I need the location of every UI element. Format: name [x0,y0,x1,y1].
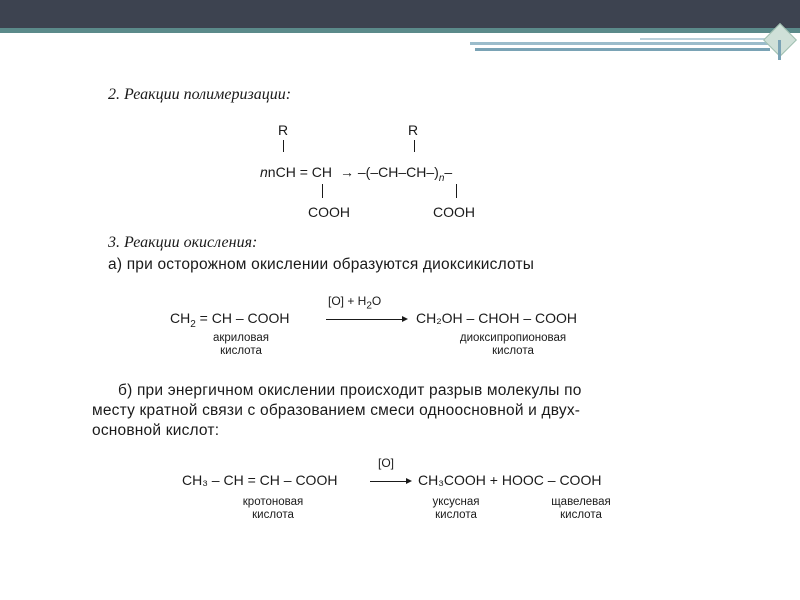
bond-line-r-right [414,140,415,152]
eq2-label-crotonic-line2: кислота [252,509,294,521]
eq1-reagent [328,294,381,311]
r-group-left: R [278,122,289,138]
dioxypropionic-acid-formula: CH₂OH – CHOH – COOH [416,310,578,326]
eq2-label-crotonic-line1: кротоновая [242,496,304,508]
eq1-label-left [196,332,286,358]
monomer-formula: nnCH = CH [260,164,332,180]
section2-heading: 2. Реакции полимеризации: [108,86,292,103]
part-b-line1: б) при энергичном окислении происходит разрыв молекулы по [118,382,582,399]
eq1-reagent-sub: 2 [366,300,372,312]
cooh-left: COOH [308,204,350,220]
part-b-line3: основной кислот: [92,422,220,439]
monomer-text: nCH = CH [267,164,332,180]
decor-stripe-2 [475,48,770,51]
eq2-arrow-icon [370,481,410,482]
eq2-reagent: [O] [378,456,395,470]
bond-line-cooh-right [456,184,457,198]
eq1-reagent-rest: O [371,294,382,308]
eq2-label-oxalic-line2: кислота [560,509,602,521]
polymer-n-subscript: n [438,172,445,184]
slide-header-band [0,0,800,28]
eq2-label-crotonic [228,496,318,522]
eq1-label-right [438,332,588,358]
eq2-label-oxalic-line1: щавелевая [551,496,611,508]
polymer-formula [340,164,452,184]
bond-line-r-left [283,140,284,152]
polymer-tail: – [444,164,453,180]
r-group-right: R [408,122,419,138]
eq1-arrow-icon [326,319,406,320]
bond-line-cooh-left [322,184,323,198]
eq2-label-acetic-line1: уксусная [432,496,480,508]
eq2-label-acetic-line2: кислота [435,509,477,521]
acrylic-acid-formula [170,310,290,330]
eq1-left-main: CH [170,310,191,326]
slide-header-accent-line [0,28,800,33]
eq1-label-left-line1: акриловая [212,332,270,344]
polymer-text: → –(–CH–CH–) [340,164,439,180]
decor-stripe-1 [470,42,775,45]
eq1-label-right-line2: кислота [492,345,534,357]
decor-stripe-top [640,38,770,40]
eq1-label-right-line1: диоксипропионовая [459,332,567,344]
eq2-label-oxalic [536,496,626,522]
part-a-text: а) при осторожном окислении образуются диоксикислоты [108,256,535,273]
eq1-reagent-main: [O] + H [328,294,367,308]
part-b-line2: месту кратной связи с образованием смеси одноосновной и двух- [92,402,581,419]
eq2-label-acetic [416,496,496,522]
eq1-left-rest: = CH – COOH [195,310,290,326]
decor-corner-line [778,40,781,60]
eq1-label-left-line2: кислота [220,345,262,357]
eq2-products-formula: CH₃COOH + HOOC – COOH [418,472,602,488]
crotonic-acid-formula: CH₃ – CH = CH – COOH [182,472,338,488]
cooh-right: COOH [433,204,475,220]
section3-heading: 3. Реакции окисления: [108,234,258,251]
scanned-page [78,72,748,582]
eq1-left-sub: 2 [190,318,196,330]
